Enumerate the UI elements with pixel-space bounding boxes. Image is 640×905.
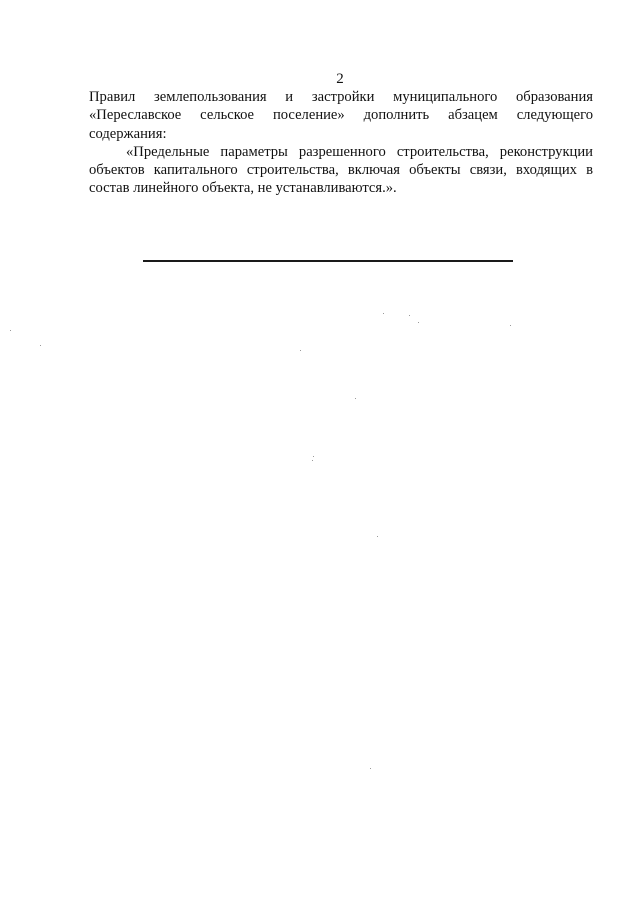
scan-speck <box>377 536 378 537</box>
horizontal-separator-line <box>143 260 513 262</box>
paragraph-amendment-quote <box>89 143 593 198</box>
scan-speck <box>355 398 356 399</box>
body-text <box>89 88 593 198</box>
text-line: Правил землепользования и застройки муниципального образования <box>89 89 593 105</box>
text-line: объектов капитального строительства, включая объекты связи, входящих в <box>89 162 593 179</box>
scan-speck <box>40 345 41 346</box>
page-number: 2 <box>336 71 344 87</box>
text-line: «Предельные параметры разрешенного строительства, реконструкции <box>126 143 593 160</box>
scan-speck <box>300 350 301 351</box>
scan-speck <box>418 322 419 323</box>
scan-speck <box>409 315 410 316</box>
scan-speck <box>370 768 371 769</box>
scan-speck <box>510 325 511 326</box>
paragraph-amendment-intro <box>89 88 593 143</box>
text-line: содержания: <box>89 125 167 142</box>
scan-speck <box>10 330 11 331</box>
scan-speck <box>383 313 384 314</box>
text-line: состав линейного объекта, не устанавливаются.». <box>89 180 397 197</box>
scan-speck <box>313 456 314 457</box>
scan-speck <box>312 460 313 461</box>
text-line: «Переславское сельское поселение» дополнить абзацем следующего <box>89 107 593 124</box>
